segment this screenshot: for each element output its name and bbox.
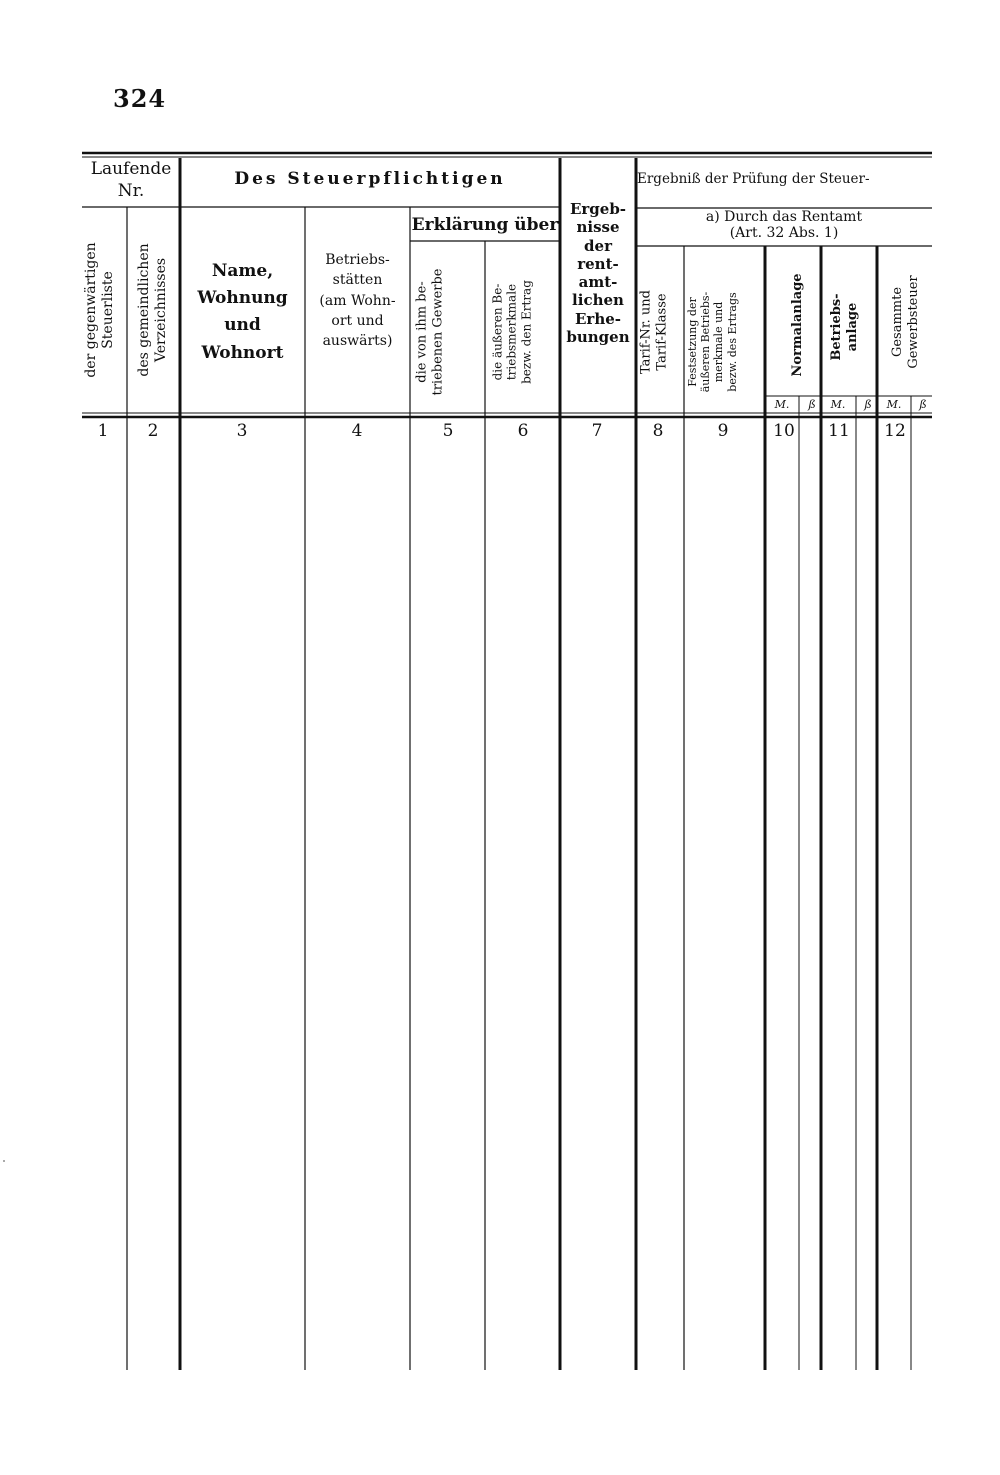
col4-header: Betriebs- stätten (am Wohn- ort und auswärts) <box>319 252 396 350</box>
column-number: 10 <box>773 421 795 441</box>
col9-header: Festsetzung der äußeren Betriebs- merkmale und bezw. des Ertrags <box>686 291 739 393</box>
laufende-nr-header: Laufende Nr. <box>90 159 172 202</box>
col11-header: Betriebs- anlage <box>829 293 860 361</box>
col6-header: die äußeren Be- triebsmerkmale bezw. den Ertrag <box>490 280 534 384</box>
col5-header: die von ihm be- triebenen Gewerbe <box>414 268 446 396</box>
unit-mark-10: M. <box>774 398 790 411</box>
unit-mark-11: M. <box>830 398 846 411</box>
column-number: 9 <box>717 421 729 441</box>
col3-header: Name, Wohnung und Wohnort <box>197 261 288 363</box>
col7-header: Ergeb- nisse der rent- amt- lichen Erhe- bungen <box>566 200 630 347</box>
column-number: 6 <box>517 421 529 441</box>
rentamt-header: a) Durch das Rentamt (Art. 32 Abs. 1) <box>705 209 863 241</box>
column-number: 7 <box>591 421 603 441</box>
ergebnis-header: Ergebniß der Prüfung der Steuer- <box>637 171 870 187</box>
column-number: 1 <box>97 421 109 441</box>
column-number: 3 <box>236 421 248 441</box>
column-number: 8 <box>652 421 664 441</box>
column-number: 5 <box>442 421 454 441</box>
col1-header: der gegenwärtigen Steuerliste <box>83 242 116 378</box>
column-number: 2 <box>147 421 159 441</box>
des-steuerpflichtigen-header: Des Steuerpflichtigen <box>234 169 506 189</box>
erklaerung-header: Erklärung über <box>411 215 559 235</box>
unit-mark-12: M. <box>886 398 902 411</box>
col8-header: Tarif-Nr. und Tarif-Klasse <box>638 289 670 375</box>
column-number: 12 <box>884 421 906 441</box>
column-number: 4 <box>351 421 363 441</box>
col2-header: des gemeindlichen Verzeichnisses <box>136 243 169 377</box>
unit-pf-10: ß <box>808 398 816 411</box>
column-number: 11 <box>828 421 850 441</box>
col10-header: Normalanlage <box>790 273 805 377</box>
col12-header: Gesammte Gewerbsteuer <box>890 275 921 369</box>
page-number: 324 <box>113 84 167 113</box>
unit-pf-12: ß <box>919 398 927 411</box>
unit-pf-11: ß <box>864 398 872 411</box>
